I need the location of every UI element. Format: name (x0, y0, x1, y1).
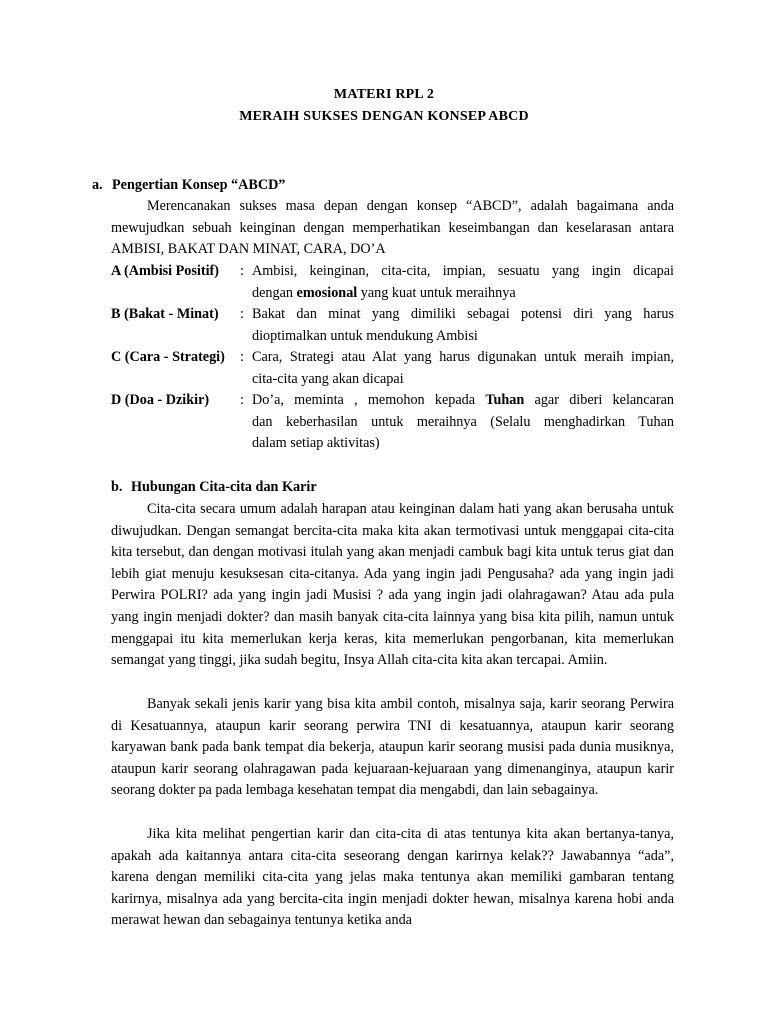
definition-text: Do’a, meminta , memohon kepada (252, 392, 486, 408)
definition-term: A (Ambisi Positif) (111, 263, 219, 279)
section-a-intro: Merencanakan sukses masa depan dengan konsep “ABCD”, adalah bagaimana anda mewujudkan sebuah keinginan dengan memperhatikan keseimbangan dan keselarasan antara AMBISI, BAKAT DAN MINAT, CARA, DO’A (111, 198, 674, 258)
section-b-paragraph: Cita-cita secara umum adalah harapan atau keinginan dalam hati yang akan berusaha untuk diwujudkan. Dengan semangat bercita-cita maka kita akan termotivasi untuk menggapai cita-cita kita tersebut, dan dengan motivasi itulah yang akan menjadi cambuk bagi kita untuk terus giat dan lebih giat menuju kesuksesan cita-citanya. Ada yang ingin jadi Pengusaha? ada yang ingin jadi Perwira POLRI? ada yang ingin jadi Musisi ? ada yang ingin jadi olahragawan? Atau ada pula yang ingin menjadi dokter? dan masih banyak cita-cita lainnya yang bisa kita pilih, namun untuk menggapai itu kita memerlukan kerja keras, kita memerlukan pengorbanan, kita memerlukan semangat yang tinggi, jika sudah begitu, Insya Allah cita-cita kita akan tercapai. Amiin. (111, 501, 674, 669)
definition-line: dan keberhasilan untuk meraihnya (Selalu menghadirkan Tuhan (252, 413, 674, 430)
definition-text: dengan (252, 284, 297, 301)
section-a-marker: a. (92, 177, 103, 193)
definition-colon: : (240, 349, 244, 365)
definition-line: Bakat dan minat yang dimiliki sebagai potensi diri yang harus (252, 306, 674, 322)
definition-body (252, 390, 674, 455)
section-b-marker: b. (111, 479, 123, 495)
section-a-title: Pengertian Konsep “ABCD” (112, 177, 286, 193)
section-a-heading (92, 175, 285, 195)
definition-emphasis: emosional (296, 284, 358, 301)
definition-line: dalam setiap aktivitas) (252, 435, 380, 452)
definition-body (252, 347, 674, 390)
definition-line (252, 283, 674, 305)
definition-term: D (Doa - Dzikir) (111, 392, 210, 408)
document-title: MATERI RPL 2 (333, 87, 435, 102)
definition-emphasis: Tuhan (485, 392, 525, 408)
definition-colon: : (240, 306, 244, 322)
definition-body (252, 304, 674, 347)
definition-colon: : (240, 263, 244, 279)
definition-text: yang kuat untuk meraihnya (357, 284, 516, 301)
definition-line (252, 390, 674, 412)
section-b-paragraph: Jika kita melihat pengertian karir dan cita-cita di atas tentunya kita akan bertanya-tanya, apakah ada kaitannya antara cita-cita seseorang dengan karirnya kelak?? Jawabannya “ada”, karena dengan memiliki cita-cita yang jelas maka tentunya akan memiliki gambaran tentang karirnya, misalnya ada yang bercita-cita ingin menjadi dokter hewan, misalnya karena hobi anda merawat hewan dan sebagainya tentunya ketika anda (111, 826, 674, 929)
definition-term: C (Cara - Strategi) (111, 349, 225, 365)
definition-line: dioptimalkan untuk mendukung Ambisi (252, 327, 478, 344)
section-b-title: Hubungan Cita-cita dan Karir (131, 479, 317, 495)
definition-line: Ambisi, keinginan, cita-cita, impian, sesuatu yang ingin dicapai (252, 263, 674, 279)
definition-term: B (Bakat - Minat) (111, 306, 219, 322)
definition-text: agar diberi kelancaran (524, 392, 674, 408)
definition-body (252, 261, 674, 304)
definition-line: Cara, Strategi atau Alat yang harus digunakan untuk meraih impian, (252, 349, 674, 365)
section-b-heading (111, 477, 317, 497)
document-subtitle: MERAIH SUKSES DENGAN KONSEP ABCD (239, 109, 529, 124)
definition-colon: : (240, 392, 244, 408)
section-b-paragraph: Banyak sekali jenis karir yang bisa kita ambil contoh, misalnya saja, karir seorang Perwira di Kesatuannya, ataupun karir seorang perwira TNI di kesatuannya, ataupun karir seorang karyawan bank pada bank tempat dia bekerja, ataupun karir seorang musisi pada dunia musiknya, ataupun karir seorang olahragawan pada kejuaraan-kejuaraan yang dimenanginya, ataupun karir seorang dokter pa pada lembaga kesehatan tempat dia mengabdi, dan lain sebagainya. (111, 696, 674, 799)
definition-line: cita-cita yang akan dicapai (252, 370, 404, 387)
